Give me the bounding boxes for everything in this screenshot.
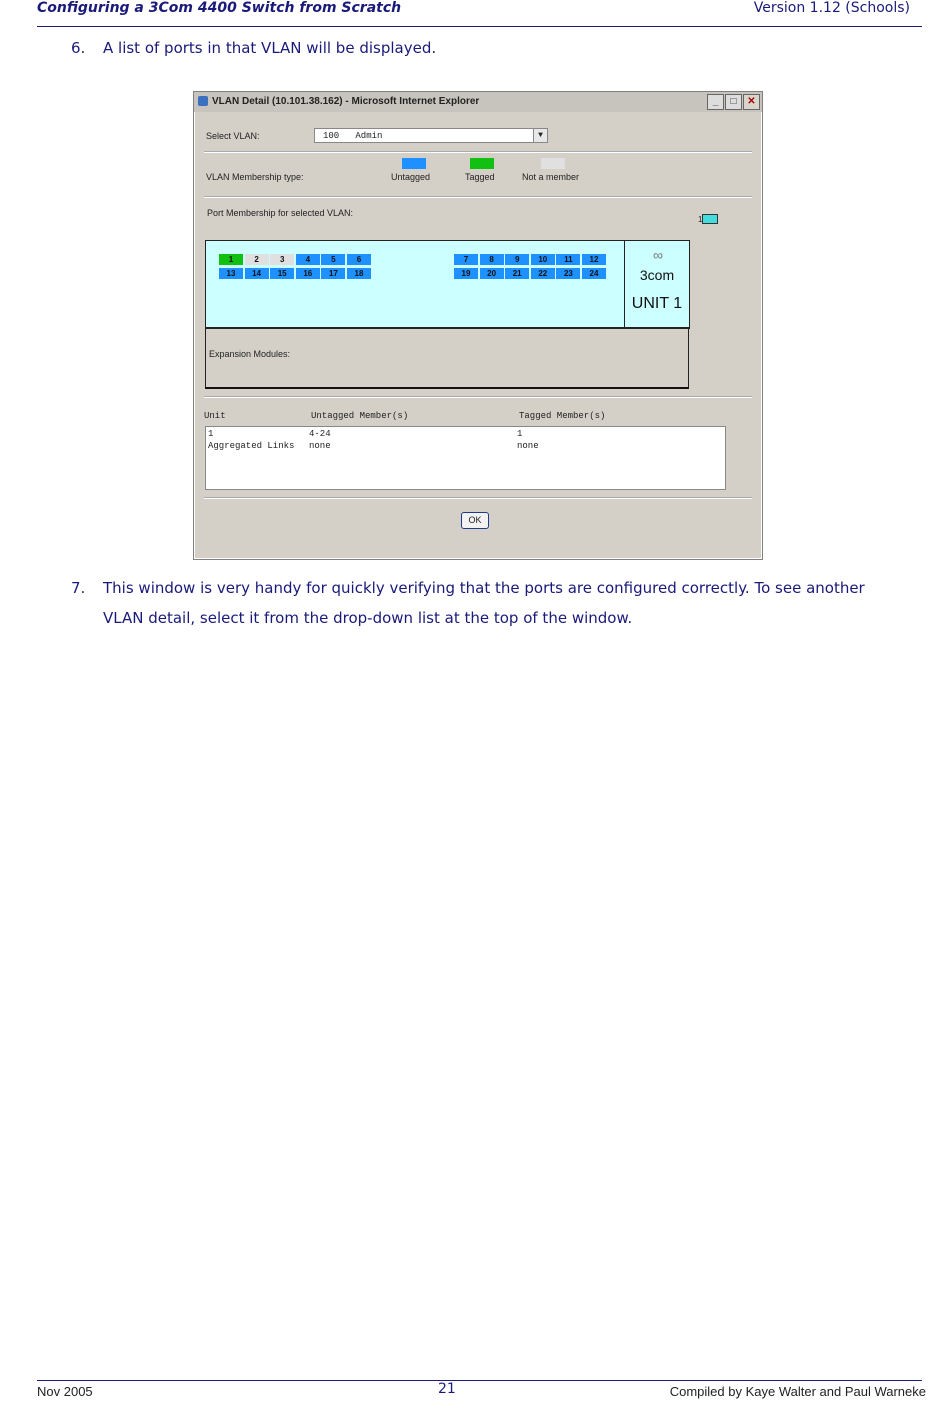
brand-logo: 3com [639, 267, 675, 283]
unit-badge [624, 240, 690, 329]
select-vlan-label: Select VLAN: [206, 131, 260, 141]
document-title: Configuring a 3Com 4400 Switch from Scratch [37, 0, 402, 16]
port-15[interactable]: 15 [270, 268, 294, 279]
footer-date: Nov 2005 [37, 1384, 93, 1399]
window-title: VLAN Detail (10.101.38.162) - Microsoft Internet Explorer [212, 96, 480, 107]
ok-button[interactable]: OK [461, 512, 489, 529]
port-1[interactable]: 1 [219, 254, 243, 265]
untagged-swatch [402, 158, 426, 169]
port-5[interactable]: 5 [321, 254, 345, 265]
maximize-icon[interactable]: □ [725, 94, 742, 110]
vlan-select[interactable] [314, 128, 548, 143]
table-cell: none [309, 441, 331, 451]
divider [204, 151, 752, 153]
step-number: 7. [71, 579, 86, 597]
not-member-swatch [541, 158, 565, 169]
membership-table [205, 426, 726, 490]
port-16[interactable]: 16 [296, 268, 320, 279]
vlan-detail-window [193, 91, 763, 560]
port-17[interactable]: 17 [321, 268, 345, 279]
footer-divider [37, 1380, 922, 1381]
port-20[interactable]: 20 [480, 268, 504, 279]
port-13[interactable]: 13 [219, 268, 243, 279]
footer-credit: Compiled by Kaye Walter and Paul Warneke [669, 1384, 926, 1399]
table-cell: none [517, 441, 539, 451]
divider [204, 396, 752, 398]
port-21[interactable]: 21 [505, 268, 529, 279]
window-titlebar [194, 92, 762, 112]
link-chain-icon: ∞ [653, 247, 663, 263]
unit-port-icon [702, 214, 718, 224]
table-cell: Aggregated Links [208, 441, 295, 451]
port-3[interactable]: 3 [270, 254, 294, 265]
switch-port-panel [205, 240, 625, 329]
chevron-down-icon[interactable]: ▼ [533, 129, 547, 142]
table-cell: 4-24 [309, 429, 331, 439]
port-22[interactable]: 22 [531, 268, 555, 279]
port-19[interactable]: 19 [454, 268, 478, 279]
header-divider [37, 26, 922, 27]
port-8[interactable]: 8 [480, 254, 504, 265]
window-content [204, 114, 752, 559]
table-header-untagged: Untagged Member(s) [311, 411, 409, 421]
divider [204, 196, 752, 198]
step-number: 6. [71, 39, 86, 57]
port-4[interactable]: 4 [296, 254, 320, 265]
port-6[interactable]: 6 [347, 254, 371, 265]
table-header-tagged: Tagged Member(s) [519, 411, 606, 421]
page-number: 21 [438, 1381, 456, 1397]
expansion-modules-label: Expansion Modules: [209, 349, 291, 359]
table-header-unit: Unit [204, 411, 226, 421]
table-cell: 1 [517, 429, 523, 439]
port-9[interactable]: 9 [505, 254, 529, 265]
port-membership-label: Port Membership for selected VLAN: [207, 208, 354, 218]
port-2[interactable]: 2 [245, 254, 269, 265]
unit-label: UNIT 1 [631, 295, 683, 312]
step-text: A list of ports in that VLAN will be displayed. [103, 39, 437, 57]
port-12[interactable]: 12 [582, 254, 606, 265]
unit-marker: 1 [698, 215, 703, 224]
not-member-legend: Not a member [522, 172, 580, 182]
step-text: This window is very handy for quickly verifying that the ports are configured correctly. To see another VLAN detail, select it from the drop-down list at the top of the window. [103, 579, 865, 627]
port-23[interactable]: 23 [556, 268, 580, 279]
untagged-legend: Untagged [391, 172, 431, 182]
expansion-modules-panel [205, 328, 689, 389]
port-11[interactable]: 11 [556, 254, 580, 265]
vlan-select-value: 100 Admin [323, 131, 383, 141]
port-10[interactable]: 10 [531, 254, 555, 265]
close-icon[interactable]: ✕ [743, 94, 760, 110]
document-version: Version 1.12 (Schools) [753, 0, 910, 16]
port-24[interactable]: 24 [582, 268, 606, 279]
tagged-swatch [470, 158, 494, 169]
port-7[interactable]: 7 [454, 254, 478, 265]
port-18[interactable]: 18 [347, 268, 371, 279]
divider [204, 497, 752, 499]
ie-icon [198, 96, 208, 106]
table-cell: 1 [208, 429, 214, 439]
minimize-icon[interactable]: _ [707, 94, 724, 110]
tagged-legend: Tagged [465, 172, 495, 182]
membership-type-label: VLAN Membership type: [206, 172, 304, 182]
port-14[interactable]: 14 [245, 268, 269, 279]
